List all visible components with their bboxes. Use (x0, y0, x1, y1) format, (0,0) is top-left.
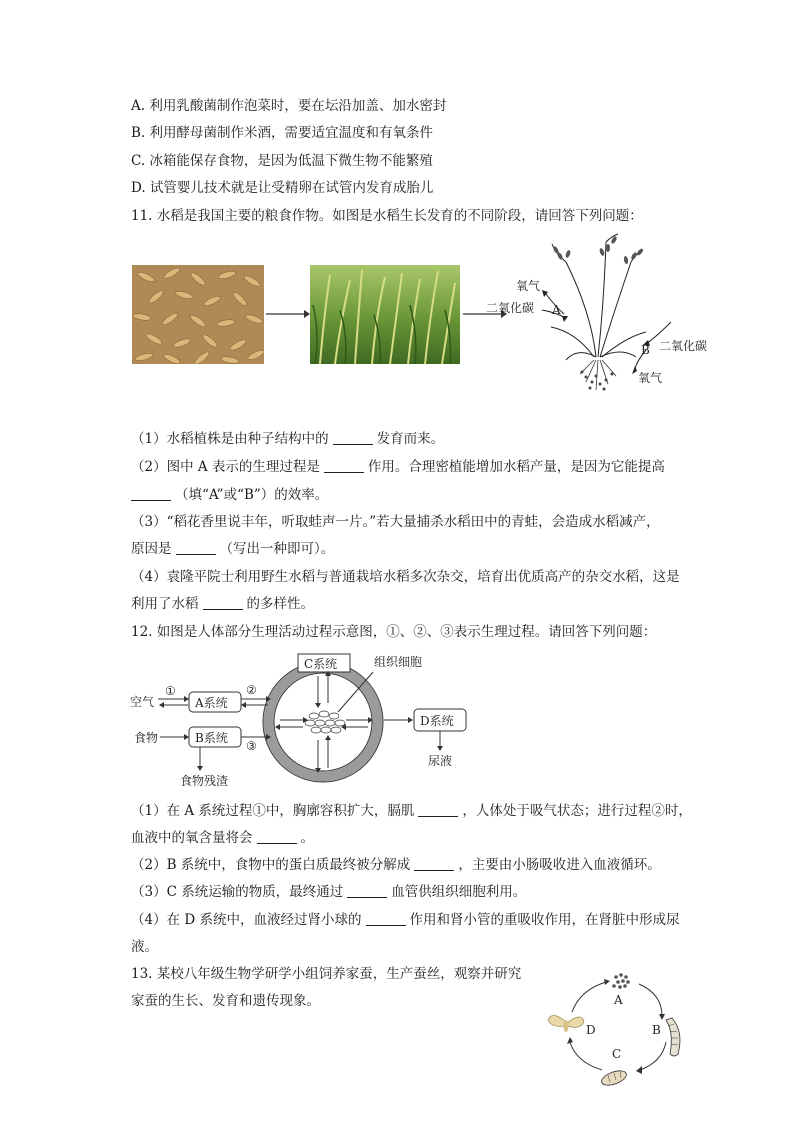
q13-stem-b: 家蚕的生长、发育和遗传现象。 (131, 993, 320, 1009)
food-residue-label: 食物残渣 (180, 774, 229, 788)
q12-part4b: 液。 (131, 939, 158, 955)
q12-stem: 12. 如图是人体部分生理活动过程示意图，①、②、③表示生理过程。请回答下列问题： (131, 624, 657, 640)
process-b-label: B (641, 343, 650, 357)
process-a-label: A (552, 303, 561, 317)
urine-label: 尿液 (428, 754, 453, 768)
stage-b-label: B (652, 1023, 661, 1037)
co2-label-left: 二氧化碳 (486, 301, 535, 315)
eggs-icon (612, 973, 630, 989)
answer-blank[interactable] (131, 486, 171, 501)
q11-p4b-end: 的多样性。 (246, 596, 314, 612)
answer-blank[interactable] (257, 829, 297, 844)
answer-blank[interactable] (414, 856, 454, 871)
q11-p4b-text: 利用了水稻 (131, 596, 199, 612)
answer-blank[interactable] (333, 430, 373, 445)
q11-p1-end: 发育而来。 (376, 431, 445, 447)
co2-label-right: 二氧化碳 (659, 339, 708, 353)
q11-p3b-end: （写出一种即可）。 (219, 541, 335, 557)
q12-p2-end: ，主要由小肠吸收进入血液循环。 (458, 857, 661, 873)
oxygen-label-bottom: 氧气 (638, 371, 663, 385)
q12-p2-text: （2）B 系统中，食物中的蛋白质最终被分解成 (131, 857, 411, 873)
step-2-marker: ② (246, 683, 257, 697)
q11-part2b (131, 485, 328, 505)
food-label: 食物 (134, 731, 159, 745)
q13-stem-a: 13. 某校八年级生物学研学小组饲养家蚕，生产蚕丝，观察并研究 (131, 966, 522, 982)
q11-part3b (131, 539, 334, 559)
oxygen-label-top: 氧气 (516, 279, 541, 293)
q12-part1a (131, 801, 692, 821)
d-system-label: D系统 (420, 714, 454, 728)
answer-blank[interactable] (203, 595, 243, 610)
q12-p3-end: 血管供组织细胞利用。 (391, 884, 527, 900)
a-system-label: A系统 (195, 696, 228, 710)
q11-part4b (131, 594, 314, 614)
q11-p2a-end: 作用。合理密植能增加水稻产量，是因为它能提高 (367, 459, 665, 475)
q12-p1b-end: 。 (300, 830, 314, 846)
answer-blank[interactable] (418, 802, 458, 817)
stage-d-label: D (586, 1023, 596, 1037)
rice-plant-diagram (486, 232, 726, 402)
option-c: C. 冰箱能保存食物，是因为低温下微生物不能繁殖 (131, 153, 433, 169)
tissue-cells-label: 组织细胞 (374, 655, 423, 669)
pupa-icon (600, 1068, 629, 1088)
q11-part1 (131, 429, 444, 449)
answer-blank[interactable] (366, 911, 406, 926)
q11-p1-text: （1）水稻植株是由种子结构中的 (131, 431, 329, 447)
q12-part1b (131, 828, 314, 848)
human-systems-diagram (128, 648, 488, 793)
larva-icon (666, 1018, 680, 1056)
q12-p1b-text: 血液中的氧含量将会 (131, 830, 253, 846)
answer-blank[interactable] (176, 540, 216, 555)
q12-p4a-text: （4）在 D 系统中，血液经过肾小球的 (131, 912, 362, 928)
q12-p1a-end: ，人体处于吸气状态；进行过程②时， (462, 803, 692, 819)
air-label: 空气 (130, 695, 155, 709)
stage-a-label: A (614, 993, 623, 1007)
q11-part4a: （4）袁隆平院士利用野生水稻与普通栽培水稻多次杂交，培育出优质高产的杂交水稻，这是 (131, 569, 680, 585)
q11-p2b-end: （填“A”或“B”）的效率。 (175, 487, 329, 503)
q11-part2a (131, 457, 665, 477)
c-system-label: C系统 (304, 657, 338, 671)
q11-p2a-text: （2）图中 A 表示的生理过程是 (131, 459, 320, 475)
q12-part4a (131, 910, 680, 930)
q11-part3a: （3）“稻花香里说丰年，听取蛙声一片。”若大量捕杀水稻田中的青蛙，会造成水稻减产， (131, 514, 660, 530)
q11-stem: 11. 水稻是我国主要的粮食作物。如图是水稻生长发育的不同阶段，请回答下列问题： (131, 208, 643, 224)
moth-icon (548, 1015, 584, 1032)
step-3-marker: ③ (246, 739, 257, 753)
q12-part3 (131, 882, 526, 902)
q12-part2 (131, 855, 661, 875)
q12-p4a-end: 作用和肾小管的重吸收作用，在肾脏中形成尿 (409, 912, 680, 928)
arrow-icon (264, 307, 310, 321)
rice-field-photo (310, 265, 460, 364)
step-1-marker: ① (165, 684, 176, 698)
b-system-label: B系统 (195, 731, 228, 745)
q11-p3b-text: 原因是 (131, 541, 172, 557)
stage-c-label: C (612, 1047, 622, 1061)
option-a: A. 利用乳酸菌制作泡菜时，要在坛沿加盖、加水密封 (131, 98, 447, 114)
option-d: D. 试管婴儿技术就是让受精卵在试管内发育成胎儿 (131, 180, 434, 196)
q12-p1a-text: （1）在 A 系统过程①中，胸廓容积扩大，膈肌 (131, 803, 415, 819)
answer-blank[interactable] (347, 883, 387, 898)
option-b: B. 利用酵母菌制作米酒，需要适宜温度和有氧条件 (131, 125, 434, 141)
q12-p3-text: （3）C 系统运输的物质，最终通过 (131, 884, 344, 900)
rice-seeds-photo (132, 265, 264, 364)
silkworm-lifecycle-diagram (544, 962, 694, 1092)
answer-blank[interactable] (324, 458, 364, 473)
